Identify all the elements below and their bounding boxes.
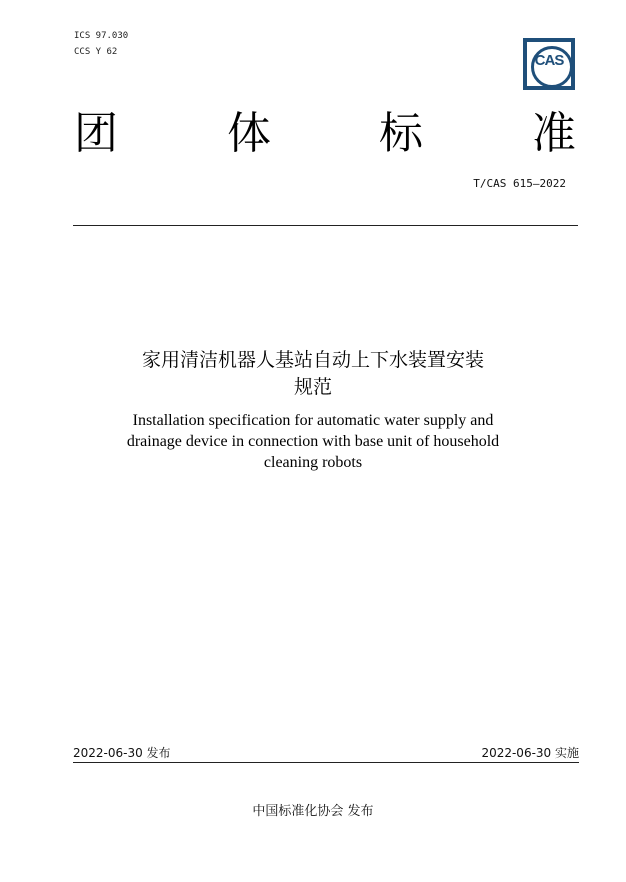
heading-char-3: 标 xyxy=(379,108,423,159)
chinese-title-line-1: 家用清洁机器人基站自动上下水装置安装 xyxy=(141,349,484,371)
chinese-title-line-2: 规范 xyxy=(293,376,332,398)
english-title-line-1: Installation specification for automatic water supply and xyxy=(132,412,494,429)
english-title-line-2: drainage device in connection with base unit of household xyxy=(126,433,500,450)
ccs-code: CCS Y 62 xyxy=(74,47,118,57)
publisher: 中国标准化协会 发布 xyxy=(252,804,374,819)
issue-date: 2022-06-30 发布 xyxy=(73,746,171,760)
cas-logo xyxy=(523,38,575,90)
bottom-divider xyxy=(73,762,579,763)
english-title-line-3: cleaning robots xyxy=(263,454,363,471)
heading-char-2: 体 xyxy=(227,108,271,159)
standard-number: T/CAS 615—2022 xyxy=(473,177,566,190)
heading-char-4: 准 xyxy=(532,108,576,159)
top-divider xyxy=(73,225,578,226)
implementation-date: 2022-06-30 实施 xyxy=(481,746,579,760)
heading-char-1: 团 xyxy=(74,108,118,159)
ics-code: ICS 97.030 xyxy=(74,31,129,41)
classification-codes xyxy=(74,28,128,60)
logo-text: CAS xyxy=(534,52,564,69)
